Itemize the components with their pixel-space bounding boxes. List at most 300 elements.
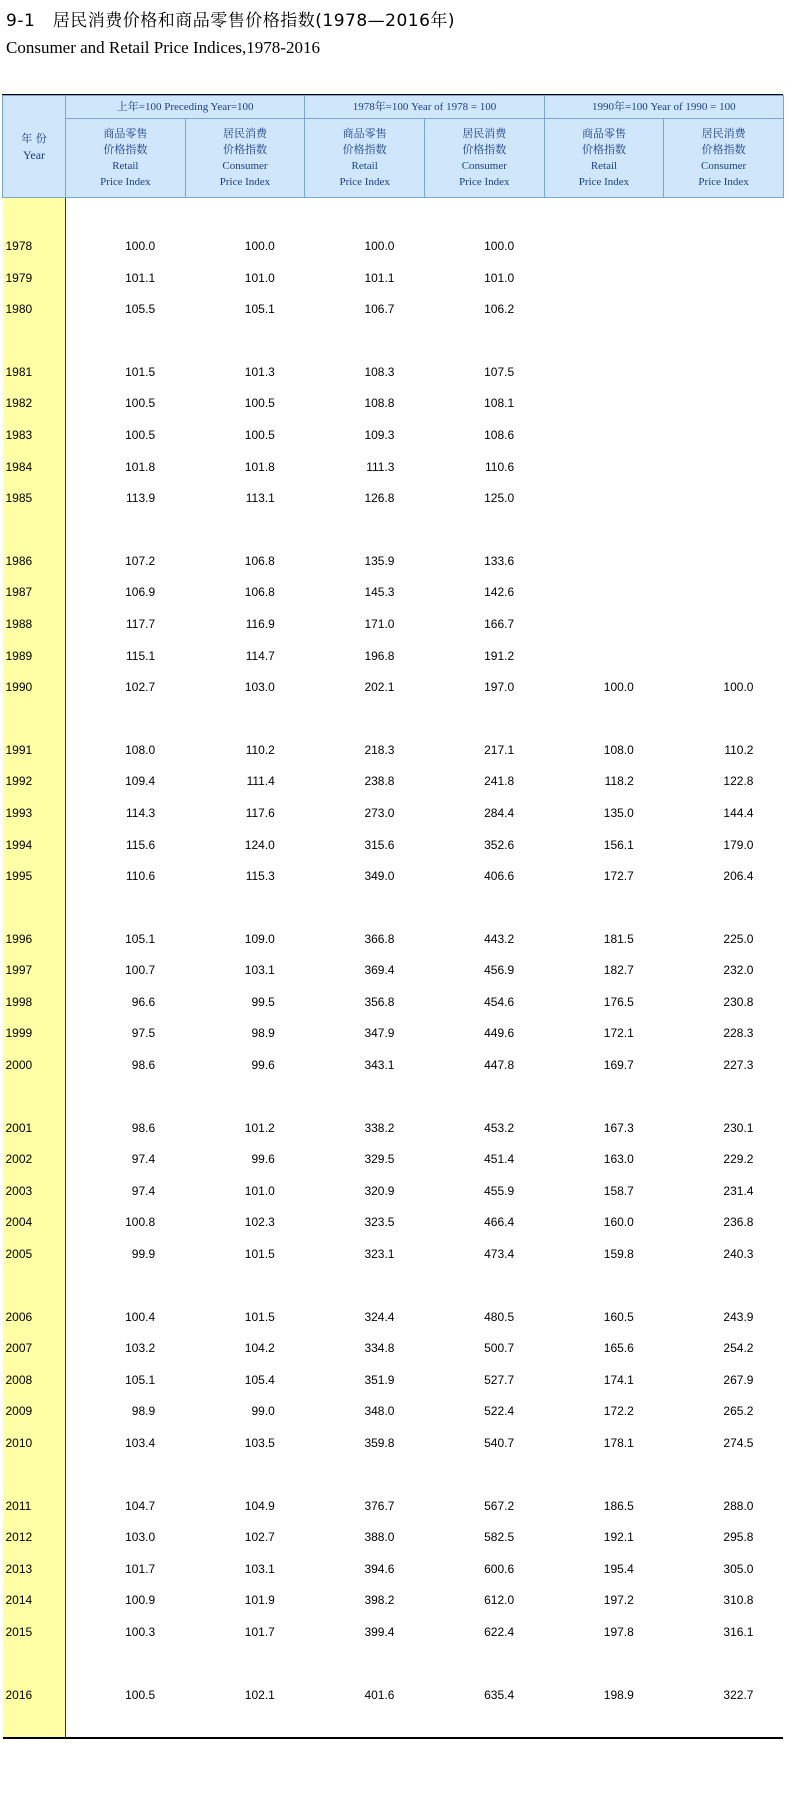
spacer-row: [3, 704, 784, 735]
table-body: [3, 198, 784, 1739]
spacer-cell: [66, 1649, 186, 1680]
spacer-row: [3, 1460, 784, 1491]
value-cell: 171.0: [364, 616, 395, 631]
table-row: [3, 294, 784, 326]
consumer-label-en-1: Consumer: [701, 160, 747, 172]
value-cell: 101.5: [244, 1309, 275, 1324]
spacer-cell: [664, 1649, 784, 1680]
value-cell: 225.0: [723, 931, 754, 946]
table-row: [3, 1522, 784, 1554]
value-cell: 622.4: [484, 1624, 515, 1639]
table-row: [3, 672, 784, 704]
page-title-en: Consumer and Retail Price Indices,1978-2016: [6, 38, 320, 57]
table-row: [3, 263, 784, 295]
consumer-label-cn-2: 价格指数: [701, 143, 746, 156]
spacer-cell: [424, 326, 544, 357]
value-cell: 103.2: [125, 1341, 156, 1356]
group-header-1978: 1978年=100 Year of 1978 = 100: [305, 96, 544, 119]
table-row: [3, 1365, 784, 1397]
year-cell: 1987: [3, 577, 66, 609]
value-cell: 101.1: [125, 270, 156, 285]
year-cell: 2000: [3, 1050, 66, 1082]
value-cell: 111.4: [246, 774, 275, 789]
year-cell: 1981: [3, 357, 66, 389]
value-cell: 329.5: [364, 1152, 395, 1167]
value-cell: 186.5: [603, 1498, 634, 1513]
value-cell: 100.7: [125, 963, 156, 978]
value-cell: 240.3: [723, 1247, 754, 1262]
spacer-cell: [664, 893, 784, 924]
value-cell: 118.2: [604, 774, 634, 789]
value-cell: 101.1: [364, 270, 395, 285]
value-cell: [544, 357, 664, 389]
value-cell: 218.3: [364, 742, 395, 757]
value-cell: 101.5: [244, 1247, 275, 1262]
table-row: [3, 641, 784, 673]
col-header-retail-1978: [305, 119, 425, 198]
value-cell: [544, 609, 664, 641]
spacer-cell: [185, 893, 305, 924]
value-cell: 230.1: [723, 1120, 754, 1135]
value-cell: 99.6: [251, 1058, 275, 1073]
value-cell: 369.4: [364, 963, 395, 978]
value-cell: 100.4: [125, 1309, 156, 1324]
value-cell: 108.0: [125, 742, 156, 757]
value-cell: 229.2: [723, 1152, 754, 1167]
value-cell: 117.6: [245, 805, 275, 820]
value-cell: 238.8: [364, 774, 395, 789]
value-cell: 103.1: [244, 963, 275, 978]
spacer-cell: [664, 1460, 784, 1491]
value-cell: 160.5: [603, 1309, 634, 1324]
spacer-cell: [66, 326, 186, 357]
spacer-year-cell: [3, 198, 66, 232]
value-cell: 167.3: [603, 1120, 634, 1135]
value-cell: [664, 483, 784, 515]
table-header: [3, 96, 784, 198]
spacer-cell: [185, 1649, 305, 1680]
value-cell: 612.0: [484, 1593, 515, 1608]
year-cell: 2006: [3, 1302, 66, 1334]
table-row: [3, 1113, 784, 1145]
value-cell: 165.6: [603, 1341, 634, 1356]
value-cell: 582.5: [484, 1530, 515, 1545]
spacer-cell: [305, 1271, 425, 1302]
value-cell: 231.4: [723, 1183, 754, 1198]
value-cell: [664, 609, 784, 641]
consumer-label-cn-1: 居民消费: [462, 127, 507, 140]
value-cell: 156.1: [603, 837, 634, 852]
value-cell: 126.8: [364, 491, 395, 506]
value-cell: 102.7: [125, 680, 156, 695]
value-cell: 100.0: [244, 239, 275, 253]
spacer-cell: [544, 704, 664, 735]
value-cell: 125.0: [484, 491, 515, 506]
value-cell: 310.8: [723, 1593, 754, 1608]
price-index-table-wrapper: [2, 95, 783, 1760]
year-cell: 2007: [3, 1333, 66, 1365]
year-cell: 2009: [3, 1396, 66, 1428]
value-cell: 376.7: [364, 1498, 395, 1513]
value-cell: 100.8: [125, 1215, 156, 1230]
table-row: [3, 452, 784, 484]
year-cell: 2002: [3, 1144, 66, 1176]
value-cell: 145.3: [364, 585, 395, 600]
value-cell: 115.1: [126, 648, 156, 663]
value-cell: 343.1: [364, 1058, 395, 1073]
year-cell: 1992: [3, 766, 66, 798]
value-cell: 97.4: [131, 1183, 156, 1198]
value-cell: 101.5: [125, 364, 156, 379]
value-cell: 191.2: [484, 648, 515, 663]
retail-label-en-1: Retail: [112, 160, 139, 172]
spacer-cell: [544, 326, 664, 357]
year-cell: 2001: [3, 1113, 66, 1145]
table-row: [3, 1176, 784, 1208]
retail-label-cn-2: 价格指数: [103, 143, 148, 156]
value-cell: [544, 452, 664, 484]
value-cell: 338.2: [364, 1120, 395, 1135]
value-cell: 101.8: [244, 459, 275, 474]
value-cell: 98.6: [131, 1058, 156, 1073]
value-cell: 230.8: [723, 994, 754, 1009]
value-cell: 106.8: [244, 553, 275, 568]
spacer-cell: [66, 704, 186, 735]
table-row: [3, 231, 784, 263]
value-cell: 322.7: [723, 1687, 754, 1702]
value-cell: 100.3: [125, 1624, 156, 1639]
retail-label-en-2: Price Index: [100, 176, 151, 188]
value-cell: 172.7: [603, 869, 634, 884]
spacer-year-cell: [3, 1649, 66, 1680]
value-cell: 100.0: [364, 239, 395, 253]
spacer-cell: [66, 1082, 186, 1113]
value-cell: 174.1: [603, 1372, 634, 1387]
table-row: [3, 1491, 784, 1523]
value-cell: [544, 641, 664, 673]
year-cell: 1986: [3, 546, 66, 578]
value-cell: 108.8: [364, 396, 395, 411]
spacer-year-cell: [3, 704, 66, 735]
table-row: [3, 1144, 784, 1176]
spacer-cell: [544, 1082, 664, 1113]
year-cell: 1988: [3, 609, 66, 641]
value-cell: 108.3: [364, 364, 395, 379]
year-cell: 1996: [3, 924, 66, 956]
table-row: [3, 830, 784, 862]
value-cell: 107.5: [484, 364, 515, 379]
value-cell: 100.0: [603, 680, 634, 695]
table-row: [3, 483, 784, 515]
spacer-cell: [185, 1271, 305, 1302]
value-cell: 103.0: [125, 1530, 156, 1545]
spacer-cell: [185, 1711, 305, 1738]
value-cell: 144.4: [723, 805, 754, 820]
value-cell: 172.1: [603, 1026, 634, 1041]
spacer-cell: [424, 1460, 544, 1491]
consumer-label-en-2: Price Index: [219, 176, 271, 188]
value-cell: 172.2: [603, 1404, 634, 1419]
spacer-cell: [544, 198, 664, 232]
value-cell: 104.7: [125, 1498, 156, 1513]
table-row: [3, 388, 784, 420]
value-cell: 103.4: [125, 1436, 156, 1450]
value-cell: 101.7: [125, 1561, 156, 1576]
spacer-row: [3, 1649, 784, 1680]
col-header-consumer-1978: [424, 119, 544, 198]
table-row: [3, 1018, 784, 1050]
table-row: [3, 955, 784, 987]
retail-label-en-1: Retail: [590, 160, 618, 172]
year-cell: 1982: [3, 388, 66, 420]
value-cell: 202.1: [364, 680, 395, 695]
value-cell: 196.8: [364, 648, 395, 663]
value-cell: 600.6: [484, 1561, 515, 1576]
value-cell: 101.2: [244, 1120, 275, 1135]
value-cell: 451.4: [484, 1152, 515, 1167]
value-cell: 135.9: [364, 553, 395, 568]
value-cell: 305.0: [723, 1561, 754, 1576]
price-index-table: [2, 95, 784, 1739]
value-cell: 100.5: [125, 1687, 156, 1702]
consumer-label-en-2: Price Index: [459, 176, 510, 188]
value-cell: 359.8: [364, 1436, 395, 1450]
spacer-year-cell: [3, 1711, 66, 1738]
value-cell: 480.5: [484, 1309, 515, 1324]
value-cell: 254.2: [723, 1341, 754, 1356]
year-cell: 1993: [3, 798, 66, 830]
spacer-cell: [424, 893, 544, 924]
value-cell: 101.8: [125, 459, 156, 474]
table-row: [3, 1050, 784, 1082]
spacer-cell: [305, 1649, 425, 1680]
value-cell: 243.9: [723, 1309, 754, 1324]
value-cell: 198.9: [603, 1687, 634, 1702]
page-title-cn: 9-1 居民消费价格和商品零售价格指数(1978—2016年): [6, 11, 456, 31]
value-cell: 105.4: [244, 1372, 275, 1387]
value-cell: 102.3: [244, 1215, 275, 1230]
value-cell: 115.3: [245, 869, 275, 884]
value-cell: 500.7: [484, 1341, 515, 1356]
consumer-label-cn-2: 价格指数: [462, 143, 507, 156]
year-cell: 1983: [3, 420, 66, 452]
value-cell: 274.5: [723, 1436, 754, 1450]
value-cell: 347.9: [364, 1026, 395, 1041]
value-cell: 104.9: [244, 1498, 275, 1513]
value-cell: 288.0: [723, 1498, 754, 1513]
value-cell: [544, 483, 664, 515]
spacer-cell: [66, 198, 186, 232]
value-cell: 116.9: [245, 616, 275, 631]
value-cell: 388.0: [364, 1530, 395, 1545]
retail-label-cn-1: 商品零售: [342, 127, 387, 140]
value-cell: 195.4: [603, 1561, 634, 1576]
value-cell: 98.9: [131, 1404, 156, 1419]
table-row: [3, 1396, 784, 1428]
value-cell: 334.8: [364, 1341, 395, 1356]
table-row: [3, 1239, 784, 1271]
table-row: [3, 1333, 784, 1365]
value-cell: 110.2: [724, 742, 754, 757]
value-cell: 100.0: [723, 680, 754, 695]
value-cell: 98.9: [251, 1026, 275, 1041]
retail-label-cn-2: 价格指数: [342, 143, 387, 156]
value-cell: 133.6: [484, 553, 515, 568]
value-cell: 406.6: [484, 869, 515, 884]
value-cell: 320.9: [364, 1183, 395, 1198]
year-cell: 1995: [3, 861, 66, 893]
value-cell: [664, 420, 784, 452]
value-cell: 108.6: [484, 427, 515, 442]
value-cell: 456.9: [484, 963, 515, 978]
retail-label-en-2: Price Index: [578, 176, 630, 188]
consumer-label-cn-1: 居民消费: [222, 127, 267, 140]
table-row: [3, 420, 784, 452]
year-cell: 1991: [3, 735, 66, 767]
spacer-cell: [424, 1271, 544, 1302]
value-cell: 227.3: [723, 1058, 754, 1073]
retail-label-cn-1: 商品零售: [103, 127, 148, 140]
year-cell: 1980: [3, 294, 66, 326]
value-cell: 182.7: [603, 963, 634, 978]
value-cell: 179.0: [723, 837, 754, 852]
year-cell: 1997: [3, 955, 66, 987]
value-cell: [544, 420, 664, 452]
spacer-cell: [424, 1649, 544, 1680]
consumer-label-en-1: Consumer: [222, 160, 268, 172]
value-cell: 454.6: [484, 994, 515, 1009]
spacer-cell: [305, 704, 425, 735]
value-cell: 466.4: [484, 1215, 515, 1230]
value-cell: 316.1: [723, 1624, 754, 1639]
value-cell: 106.2: [484, 302, 515, 317]
value-cell: 166.7: [484, 616, 515, 631]
value-cell: [664, 388, 784, 420]
value-cell: [664, 357, 784, 389]
value-cell: 267.9: [723, 1372, 754, 1387]
value-cell: 158.7: [603, 1183, 634, 1198]
value-cell: [544, 263, 664, 295]
value-cell: [544, 231, 664, 263]
table-row: [3, 861, 784, 893]
table-row: [3, 987, 784, 1019]
year-cell: 2005: [3, 1239, 66, 1271]
table-row: [3, 1554, 784, 1586]
value-cell: 122.8: [723, 774, 754, 789]
value-cell: 527.7: [484, 1372, 515, 1387]
value-cell: 108.1: [484, 396, 515, 411]
spacer-cell: [66, 1460, 186, 1491]
value-cell: 109.0: [244, 931, 275, 946]
table-row: [3, 1428, 784, 1460]
spacer-year-cell: [3, 515, 66, 546]
value-cell: 206.4: [723, 869, 754, 884]
spacer-cell: [185, 515, 305, 546]
value-cell: [664, 546, 784, 578]
spacer-cell: [664, 1711, 784, 1738]
value-cell: 101.7: [244, 1624, 275, 1639]
value-cell: 176.5: [603, 994, 634, 1009]
value-cell: 109.3: [364, 427, 395, 442]
value-cell: 352.6: [484, 837, 515, 852]
value-cell: 236.8: [723, 1215, 754, 1230]
value-cell: 197.2: [603, 1593, 634, 1608]
spacer-cell: [544, 1649, 664, 1680]
value-cell: 110.6: [126, 869, 156, 884]
spacer-cell: [544, 1460, 664, 1491]
value-cell: 113.9: [126, 491, 156, 506]
col-header-consumer-1990: [664, 119, 784, 198]
value-cell: 197.8: [603, 1624, 634, 1639]
value-cell: 101.0: [244, 270, 275, 285]
spacer-cell: [305, 515, 425, 546]
year-cell: 2012: [3, 1522, 66, 1554]
spacer-cell: [185, 198, 305, 232]
consumer-label-cn-1: 居民消费: [701, 127, 746, 140]
value-cell: 447.8: [484, 1058, 515, 1073]
value-cell: 108.0: [603, 742, 634, 757]
value-cell: 100.9: [125, 1593, 156, 1608]
value-cell: 97.4: [131, 1152, 156, 1167]
consumer-label-cn-2: 价格指数: [222, 143, 267, 156]
value-cell: 110.2: [245, 742, 275, 757]
value-cell: 100.0: [125, 239, 156, 253]
value-cell: [664, 577, 784, 609]
retail-label-en-1: Retail: [351, 160, 378, 172]
value-cell: 273.0: [364, 805, 395, 820]
spacer-row: [3, 893, 784, 924]
year-cell: 1985: [3, 483, 66, 515]
value-cell: 324.4: [364, 1309, 395, 1324]
value-cell: 192.1: [603, 1530, 634, 1545]
retail-label-cn-1: 商品零售: [581, 127, 626, 140]
value-cell: 540.7: [484, 1436, 515, 1450]
table-row: [3, 546, 784, 578]
value-cell: 197.0: [484, 680, 515, 695]
table-row: [3, 766, 784, 798]
value-cell: 104.2: [244, 1341, 275, 1356]
value-cell: 473.4: [484, 1247, 515, 1262]
value-cell: [544, 546, 664, 578]
spacer-cell: [305, 1460, 425, 1491]
value-cell: 105.1: [244, 302, 275, 317]
value-cell: 163.0: [603, 1152, 634, 1167]
spacer-cell: [424, 198, 544, 232]
value-cell: 217.1: [484, 742, 515, 757]
table-row: [3, 735, 784, 767]
year-cell: 1979: [3, 263, 66, 295]
value-cell: 349.0: [364, 869, 395, 884]
spacer-cell: [185, 326, 305, 357]
value-cell: [664, 263, 784, 295]
value-cell: 453.2: [484, 1120, 515, 1135]
value-cell: 99.6: [251, 1152, 275, 1167]
value-cell: 232.0: [723, 963, 754, 978]
value-cell: 284.4: [484, 805, 515, 820]
value-cell: 99.9: [131, 1247, 156, 1262]
value-cell: 356.8: [364, 994, 395, 1009]
table-row: [3, 1617, 784, 1649]
spacer-cell: [544, 1271, 664, 1302]
value-cell: 105.5: [125, 302, 156, 317]
value-cell: [544, 294, 664, 326]
table-row: [3, 357, 784, 389]
year-cell: 1999: [3, 1018, 66, 1050]
spacer-cell: [305, 1082, 425, 1113]
year-cell: 2014: [3, 1585, 66, 1617]
value-cell: 105.1: [125, 1372, 156, 1387]
table-row: [3, 1585, 784, 1617]
